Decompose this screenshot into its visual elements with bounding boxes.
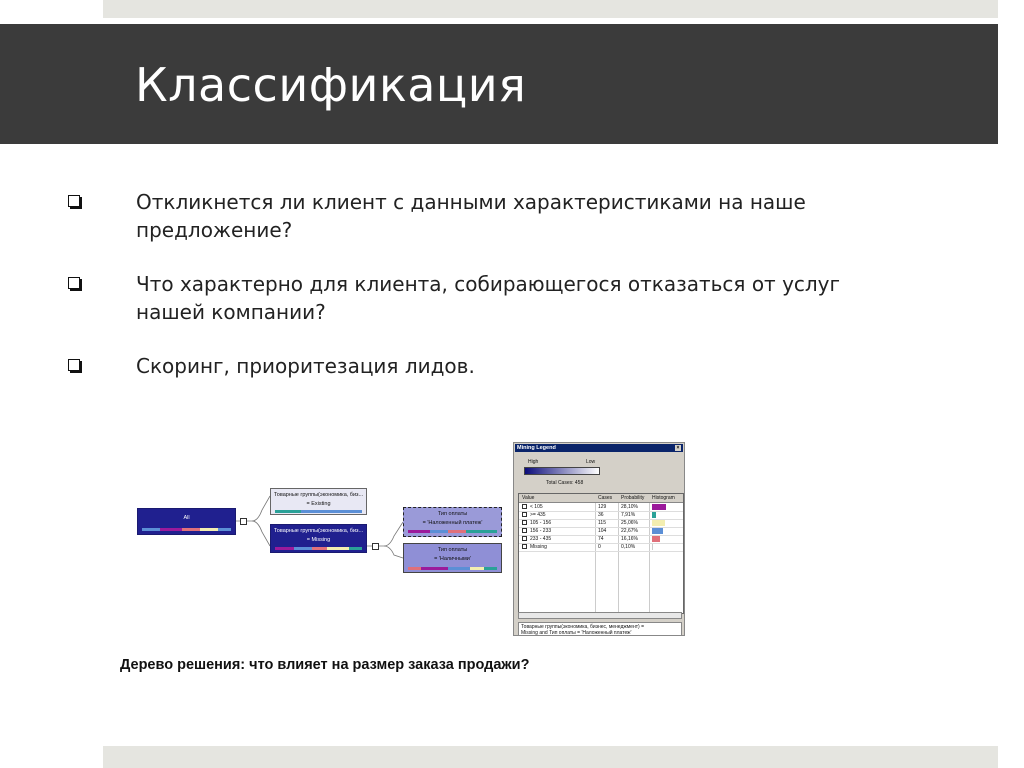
node-condition: = Missing — [306, 537, 331, 543]
tree-node-payment-cod[interactable] — [403, 507, 502, 537]
row-cases: 36 — [598, 512, 604, 518]
expand-toggle-icon[interactable] — [372, 543, 379, 550]
row-checkbox[interactable] — [522, 528, 527, 533]
row-probability: 7,91% — [621, 512, 636, 518]
slide-title: Классификация — [135, 58, 527, 112]
column-header-value[interactable]: Value — [522, 495, 535, 501]
tree-node-root[interactable] — [137, 508, 236, 535]
bullet-line: предложение? — [136, 218, 293, 242]
histogram-bar — [652, 536, 660, 542]
row-value: 233 - 435 — [530, 536, 552, 542]
histogram-bar — [652, 504, 666, 510]
row-value: Missing — [530, 544, 547, 550]
row-probability: 22,67% — [621, 528, 638, 534]
bottom-decor-bar — [103, 746, 998, 768]
bullet-line: Что характерно для клиента, собирающегося отказаться от услуг — [136, 272, 841, 296]
row-cases: 115 — [598, 520, 606, 526]
node-condition: = 'Наложенный платеж' — [422, 520, 483, 526]
histogram-bar — [652, 528, 663, 534]
slide-caption: Дерево решения: что влияет на размер заказа продажи? — [120, 657, 530, 673]
node-histogram — [275, 547, 362, 550]
footer-line: Товарные группы(экономика, бизнес, менеджмент) = — [521, 624, 644, 630]
bullet-line: Скоринг, приоритезация лидов. — [136, 354, 475, 378]
row-probability: 25,06% — [621, 520, 638, 526]
row-checkbox[interactable] — [522, 512, 527, 517]
column-header-probability[interactable]: Probability — [621, 495, 645, 501]
row-probability: 28,10% — [621, 504, 638, 510]
table-row[interactable] — [519, 543, 683, 552]
histogram-bar — [652, 520, 665, 526]
tree-node-payment-cash[interactable] — [403, 543, 502, 573]
row-checkbox[interactable] — [522, 536, 527, 541]
table-header — [519, 494, 683, 503]
histogram-bar — [652, 544, 653, 550]
mining-legend-panel — [513, 442, 685, 636]
row-cases: 0 — [598, 544, 601, 550]
bullet-checkbox-icon — [68, 359, 80, 371]
tree-node-missing[interactable] — [270, 524, 367, 553]
node-histogram — [408, 567, 497, 570]
node-condition: = 'Наличными' — [434, 556, 471, 562]
legend-total — [546, 480, 583, 486]
row-value: >= 435 — [530, 512, 546, 518]
bullet-checkbox-icon — [68, 195, 80, 207]
row-value: 156 - 233 — [530, 528, 552, 534]
legend-high-label: High — [528, 459, 539, 465]
legend-low-label: Low — [586, 459, 596, 465]
legend-titlebar — [515, 444, 683, 452]
column-header-cases[interactable]: Cases — [598, 495, 613, 501]
row-cases: 104 — [598, 528, 607, 534]
bullet-line: Откликнется ли клиент с данными характеристиками на наше — [136, 190, 806, 214]
bullet-text — [136, 270, 936, 326]
bullet-text — [136, 352, 936, 380]
node-label: Тип оплаты — [437, 547, 468, 553]
bullet-line: нашей компании? — [136, 300, 326, 324]
node-label: Товарные группы(экономика, биз... — [273, 528, 364, 534]
histogram-bar — [652, 512, 656, 518]
legend-table — [518, 493, 684, 614]
row-checkbox[interactable] — [522, 544, 527, 549]
row-probability: 16,16% — [621, 536, 638, 542]
node-condition: = Existing — [306, 501, 331, 507]
node-histogram — [408, 530, 497, 533]
bullet-checkbox-icon — [68, 277, 80, 289]
tree-node-existing[interactable] — [270, 488, 367, 515]
row-checkbox[interactable] — [522, 520, 527, 525]
row-cases: 129 — [598, 504, 607, 510]
footer-line: Missing and Тип оплаты = 'Наложенный платеж' — [521, 630, 632, 636]
node-label: All — [183, 515, 190, 521]
close-icon[interactable]: × — [676, 445, 680, 451]
legend-footer — [518, 622, 682, 636]
column-header-histogram[interactable]: Histogram — [652, 495, 675, 501]
legend-gradient — [524, 467, 600, 475]
row-value: 105 - 156 — [530, 520, 552, 526]
horizontal-scrollbar[interactable] — [518, 612, 682, 619]
row-checkbox[interactable] — [522, 504, 527, 509]
row-value: < 105 — [530, 504, 543, 510]
legend-title: Mining Legend — [517, 445, 556, 451]
top-decor-bar — [103, 0, 998, 18]
node-label: Тип оплаты — [437, 511, 468, 517]
row-probability: 0,10% — [621, 544, 636, 550]
node-label: Товарные группы(экономика, биз... — [273, 492, 364, 498]
row-cases: 74 — [598, 536, 604, 542]
expand-toggle-icon[interactable] — [240, 518, 247, 525]
total-value: 458 — [574, 480, 584, 486]
bullet-text — [136, 188, 936, 244]
node-histogram — [142, 528, 231, 531]
node-histogram — [275, 510, 362, 513]
total-label: Total Cases: — [546, 480, 574, 486]
